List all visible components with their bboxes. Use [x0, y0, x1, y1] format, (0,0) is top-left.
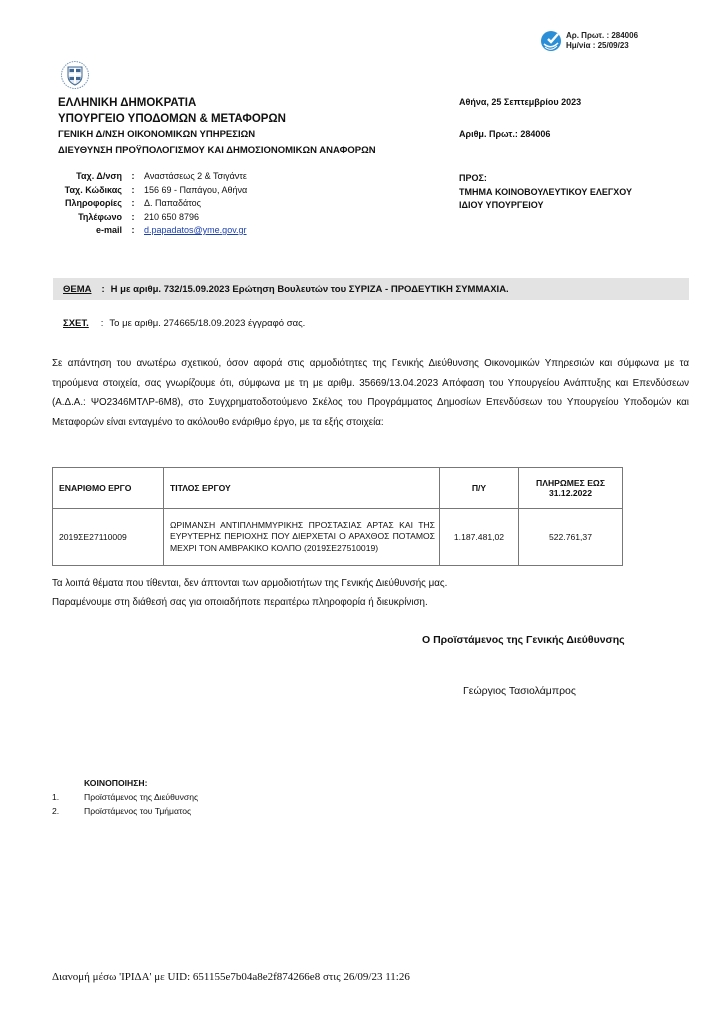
cc-item-text: Προϊστάμενος της Διεύθυνσης [84, 792, 199, 802]
contact-label: Ταχ. Κώδικας [64, 184, 122, 195]
signer-title: Ο Προϊστάμενος της Γενικής Διεύθυνσης [422, 634, 625, 646]
org-line-ministry: ΥΠΟΥΡΓΕΙΟ ΥΠΟΔΟΜΩΝ & ΜΕΤΑΦΟΡΩΝ [58, 113, 286, 125]
recipient-label: ΠΡΟΣ: [459, 173, 487, 183]
contact-row-email [58, 224, 247, 238]
org-line-directorate: ΔΙΕΥΘΥΝΣΗ ΠΡΟΫΠΟΛΟΓΙΣΜΟΥ ΚΑΙ ΔΗΜΟΣΙΟΝΟΜΙΚΩΝ ΑΝΑΦΟΡΩΝ [58, 145, 376, 156]
contact-value: Αναστάσεως 2 & Τσιγάντε [144, 171, 247, 181]
contact-row-information [58, 197, 247, 211]
hellenic-coat-of-arms-icon [60, 60, 90, 90]
org-line-republic: ΕΛΛΗΝΙΚΗ ΔΗΜΟΚΡΑΤΙΑ [58, 97, 197, 109]
contact-value: 210 650 8796 [144, 211, 200, 222]
cell-budget: 1.187.481,02 [440, 509, 519, 566]
recipient-line-1: ΤΜΗΜΑ ΚΟΙΝΟΒΟΥΛΕΥΤΙΚΟΥ ΕΛΕΓΧΟΥ [459, 186, 633, 197]
contact-label: Τηλέφωνο [78, 211, 122, 222]
contact-label: e-mail [95, 225, 122, 235]
header-project-code: ΕΝΑΡΙΘΜΟ ΕΡΓΟ [53, 468, 164, 509]
organization-header [58, 95, 376, 159]
contact-row-postal-code [58, 184, 247, 198]
cc-item [52, 790, 198, 804]
signer-name: Γεώργιος Τασιολάμπρος [463, 685, 576, 697]
closing-line-1: Τα λοιπά θέματα που τίθενται, δεν άπτονται των αρμοδιοτήτων της Γενικής Διεύθυνσής μας. [52, 578, 448, 589]
cc-title: ΚΟΙΝΟΠΟΙΗΣΗ: [84, 778, 148, 788]
contact-colon: : [131, 198, 135, 208]
header-budget: Π/Υ [440, 468, 519, 509]
contact-colon: : [131, 184, 135, 195]
contact-value: 156 69 - Παπάγου, Αθήνα [144, 184, 248, 195]
subject-bar [53, 278, 689, 300]
stamp-protocol: Αρ. Πρωτ. : 284006 [566, 31, 639, 40]
iris-logo-icon [540, 30, 562, 52]
contact-colon: : [131, 211, 135, 222]
contact-details [58, 170, 247, 238]
cell-project-code: 2019ΣΕ27110009 [53, 509, 164, 566]
header-payments: ΠΛΗΡΩΜΕΣ ΕΩΣ 31.12.2022 [519, 468, 623, 509]
distribution-footer: Διανομή μέσω 'ΙΡΙΔΑ' με UID: 651155e7b04a8e2f874266e8 στις 26/09/23 11:26 [52, 971, 410, 983]
cc-block [52, 776, 198, 818]
stamp-date: Ημ/νία : 25/09/23 [566, 41, 629, 50]
reference-line [63, 318, 305, 329]
project-table [52, 467, 623, 566]
header-project-title: ΤΙΤΛΟΣ ΕΡΓΟΥ [164, 468, 440, 509]
reference-label: ΣΧΕΤ. [63, 318, 89, 329]
closing-text [52, 574, 447, 612]
cc-item-number: 2. [52, 806, 60, 816]
recipient-block [459, 172, 632, 213]
subject-colon: : [101, 283, 105, 295]
cell-payments: 522.761,37 [519, 509, 623, 566]
cc-item-text: Προϊστάμενος του Τμήματος [84, 806, 192, 816]
place-date: Αθήνα, 25 Σεπτεμβρίου 2023 [459, 97, 582, 107]
cell-project-title: ΩΡΙΜΑΝΣΗ ΑΝΤΙΠΛΗΜΜΥΡΙΚΗΣ ΠΡΟΣΤΑΣΙΑΣ ΑΡΤΑΣ ΚΑΙ ΤΗΣ ΕΥΡΥΤΕΡΗΣ ΠΕΡΙΟΧΗΣ ΠΟΥ ΔΙΕΡΧΕΤΑΙ Ο ΑΡΑΧΘΟΣ ΠΟΤΑΜΟΣ ΜΕΧΡΙ ΤΟΝ ΑΜΒΡΑΚΙΚΟ ΚΟΛΠΟ (2019ΣΕ27510019) [164, 509, 440, 566]
contact-colon: : [131, 171, 135, 181]
closing-line-2: Παραμένουμε στη διάθεσή σας για οποιαδήποτε περαιτέρω πληροφορία ή διευκρίνιση. [52, 597, 428, 608]
recipient-line-2: ΙΔΙΟΥ ΥΠΟΥΡΓΕΙΟΥ [459, 200, 544, 210]
protocol-stamp [540, 30, 638, 52]
contact-row-phone [58, 211, 247, 225]
email-link[interactable]: d.papadatos@yme.gov.gr [144, 225, 247, 235]
table-header-row [53, 468, 623, 509]
subject-label: ΘΕΜΑ [63, 283, 92, 295]
reference-colon: : [100, 318, 104, 329]
contact-label: Πληροφορίες [64, 198, 122, 208]
cc-item [52, 804, 198, 818]
cc-item-number: 1. [52, 792, 60, 802]
subject-text: Η με αριθμ. 732/15.09.2023 Ερώτηση Βουλευτών του ΣΥΡΙΖΑ - ΠΡΟΔΕΥΤΙΚΗ ΣΥΜΜΑΧΙΑ. [110, 283, 509, 295]
contact-colon: : [131, 225, 135, 235]
body-paragraph: Σε απάντηση του ανωτέρω σχετικού, όσον αφορά στις αρμοδιότητες της Γενικής Διεύθυνσης Οικονομικών Υπηρεσιών και σύμφωνα με τα τηρούμενα στοιχεία, σας γνωρίζουμε ότι, σύμφωνα με τη με αριθμ. 35669/13.04.2023 Απόφαση του Υπουργείου Ανάπτυξης και Επενδύσεων (Α.Δ.Α.: ΨΟ2346ΜΤΛΡ-6Μ8), στο Συγχρηματοδοτούμενο Σκέλος του Προγράμματος Δημοσίων Επενδύσεων του Υπουργείου Υποδομών και Μεταφορών είναι ενταγμένο το ακόλουθο ενάριθμο έργο, με τα εξής στοιχεία: [52, 358, 689, 428]
reference-text: Το με αριθμ. 274665/18.09.2023 έγγραφό σας. [109, 318, 306, 329]
table-row [53, 509, 623, 566]
protocol-number: Αριθμ. Πρωτ.: 284006 [459, 129, 551, 139]
org-line-general-directorate: ΓΕΝΙΚΗ Δ/ΝΣΗ ΟΙΚΟΝΟΜΙΚΩΝ ΥΠΗΡΕΣΙΩΝ [58, 129, 256, 140]
contact-row-address [58, 170, 247, 184]
contact-label: Ταχ. Δ/νση [76, 171, 122, 181]
contact-value: Δ. Παπαδάτος [144, 198, 201, 208]
